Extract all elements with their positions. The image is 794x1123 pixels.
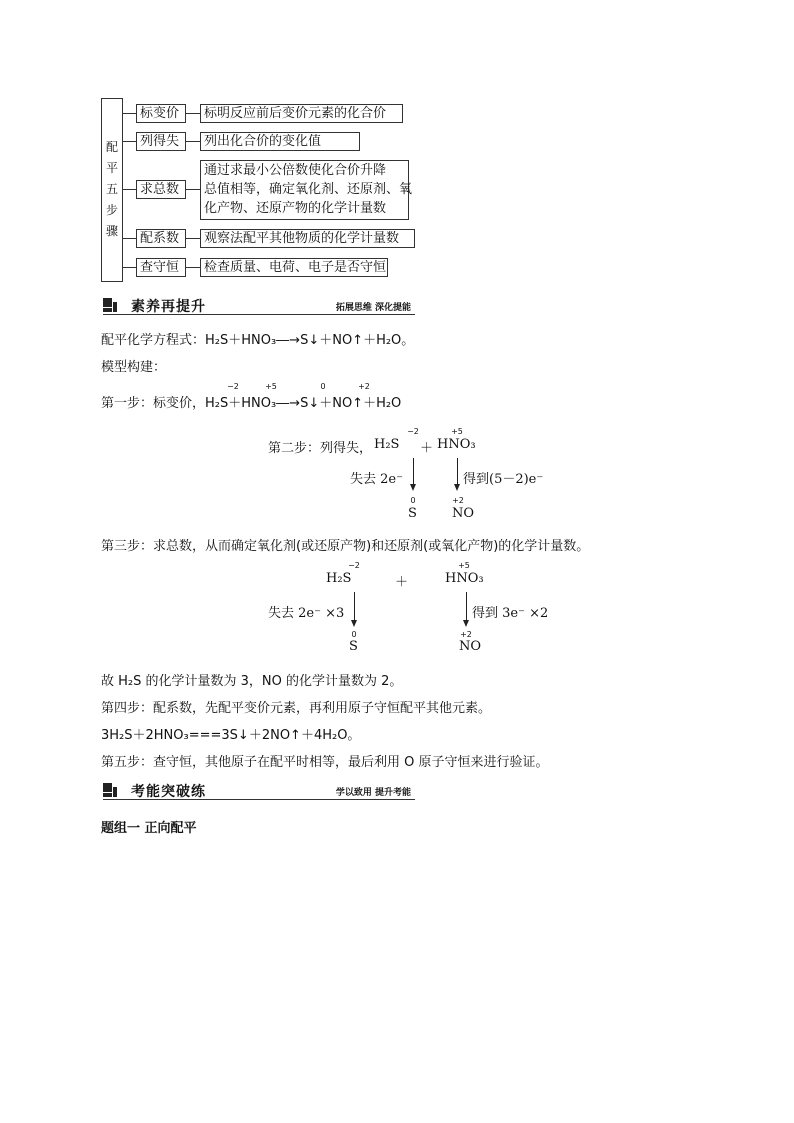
step3-gain-label: 得到 3e⁻ ×2 (472, 606, 549, 621)
section-title: 素养再提升 (131, 299, 206, 315)
step3-plus: ＋ (395, 575, 409, 590)
section-header-1 (103, 297, 415, 315)
lose-arrow-line (354, 592, 355, 622)
ox-state: −2 (348, 561, 360, 570)
step1-equation: H₂S＋HNO₃―→S↓＋NO↑＋H₂O (205, 396, 402, 411)
ox-state: +5 (451, 427, 463, 436)
ox-state: +5 (458, 561, 470, 570)
step-name-box: 列得失 (136, 132, 186, 151)
connector-line (123, 189, 136, 190)
section-title: 考能突破练 (131, 784, 206, 800)
ox-state: −2 (407, 427, 419, 436)
step2-product1: S (408, 506, 417, 521)
steps-label-box (101, 98, 123, 282)
step4-text: 第四步：配系数，先配平变价元素，再利用原子守恒配平其他元素。 (101, 701, 492, 716)
question-group-title: 题组一 正向配平 (101, 821, 197, 836)
step-name-box: 标变价 (136, 104, 186, 123)
connector-line (123, 267, 136, 268)
lose-arrow-line (413, 458, 414, 486)
step2-reactant1: H₂S (374, 437, 400, 452)
conclusion-text: 故 H₂S 的化学计量数为 3，NO 的化学计量数为 2。 (101, 674, 403, 689)
down-arrow-icon (463, 620, 469, 627)
connector-line (186, 113, 200, 114)
step-desc-box: 检查质量、电荷、电子是否守恒 (200, 258, 388, 277)
step-desc-line: 总值相等，确定氧化剂、还原剂、氧 (204, 182, 413, 197)
ox-state: +2 (452, 496, 464, 505)
ox-state: 0 (410, 496, 416, 505)
step3-text: 第三步：求总数，从而确定氧化剂(或还原产物)和还原剂(或氧化产物)的化学计量数。 (101, 539, 590, 554)
step3-reactant2: HNO₃ (445, 571, 484, 586)
step5-text: 第五步：查守恒，其他原子在配平时相等，最后利用 O 原子守恒来进行验证。 (101, 755, 549, 770)
step-name-box: 配系数 (136, 229, 186, 248)
intro-prompt: 配平化学方程式：H₂S＋HNO₃―→S↓＋NO↑＋H₂O。 (101, 333, 415, 348)
step-desc-box: 列出化合价的变化值 (200, 132, 360, 151)
step3-lose-label: 失去 2e⁻ ×3 (268, 606, 345, 621)
steps-label-char: 平 (105, 161, 118, 175)
step-desc-box: 标明反应前后变价元素的化合价 (200, 104, 403, 123)
down-arrow-icon (351, 620, 357, 627)
ox-state: 0 (351, 630, 357, 639)
step2-plus: ＋ (420, 441, 434, 456)
step-name-box: 求总数 (136, 180, 186, 199)
gain-arrow-line (457, 458, 458, 486)
connector-line (186, 238, 200, 239)
section-subtitle: 学以致用 提升考能 (335, 788, 411, 798)
gain-arrow-line (466, 592, 467, 622)
steps-label-char: 五 (105, 182, 118, 196)
step-desc-box: 观察法配平其他物质的化学计量数 (200, 229, 415, 248)
section-square-icon (103, 298, 117, 312)
steps-label-char: 配 (105, 140, 118, 154)
section-square-icon (103, 783, 117, 797)
ox-state: 0 (320, 382, 326, 391)
ox-state: +5 (265, 382, 277, 391)
connector-line (186, 267, 200, 268)
connector-line (186, 141, 200, 142)
ox-state: +2 (460, 630, 472, 639)
step-desc-line: 通过求最小公倍数使化合价升降 (204, 163, 387, 178)
step3-reactant1: H₂S (326, 571, 352, 586)
step2-reactant2: HNO₃ (437, 437, 476, 452)
connector-line (123, 238, 136, 239)
step-desc-line: 化产物、还原产物的化学计量数 (204, 201, 387, 216)
step3-product2: NO (459, 639, 482, 654)
down-arrow-icon (410, 484, 416, 491)
ox-state: −2 (227, 382, 239, 391)
ox-state: +2 (358, 382, 370, 391)
connector-line (186, 189, 200, 190)
down-arrow-icon (454, 484, 460, 491)
section-header-2 (103, 782, 415, 800)
step2-gain-label: 得到(5－2)e⁻ (463, 472, 544, 487)
step2-label: 第二步：列得失， (268, 441, 373, 456)
steps-label-char: 步 (105, 203, 118, 217)
step2-lose-label: 失去 2e⁻ (350, 472, 403, 487)
connector-line (123, 141, 136, 142)
step4-equation: 3H₂S＋2HNO₃===3S↓＋2NO↑＋4H₂O。 (101, 728, 361, 743)
step-desc-box (200, 160, 413, 220)
model-label: 模型构建： (101, 360, 167, 375)
section-subtitle: 拓展思维 深化提能 (335, 303, 411, 313)
step3-product1: S (349, 639, 358, 654)
steps-label-char: 骤 (105, 224, 118, 238)
step1-label: 第一步：标变价， (101, 396, 206, 411)
step-name-box: 查守恒 (136, 258, 186, 277)
connector-line (123, 113, 136, 114)
step2-product2: NO (452, 506, 475, 521)
